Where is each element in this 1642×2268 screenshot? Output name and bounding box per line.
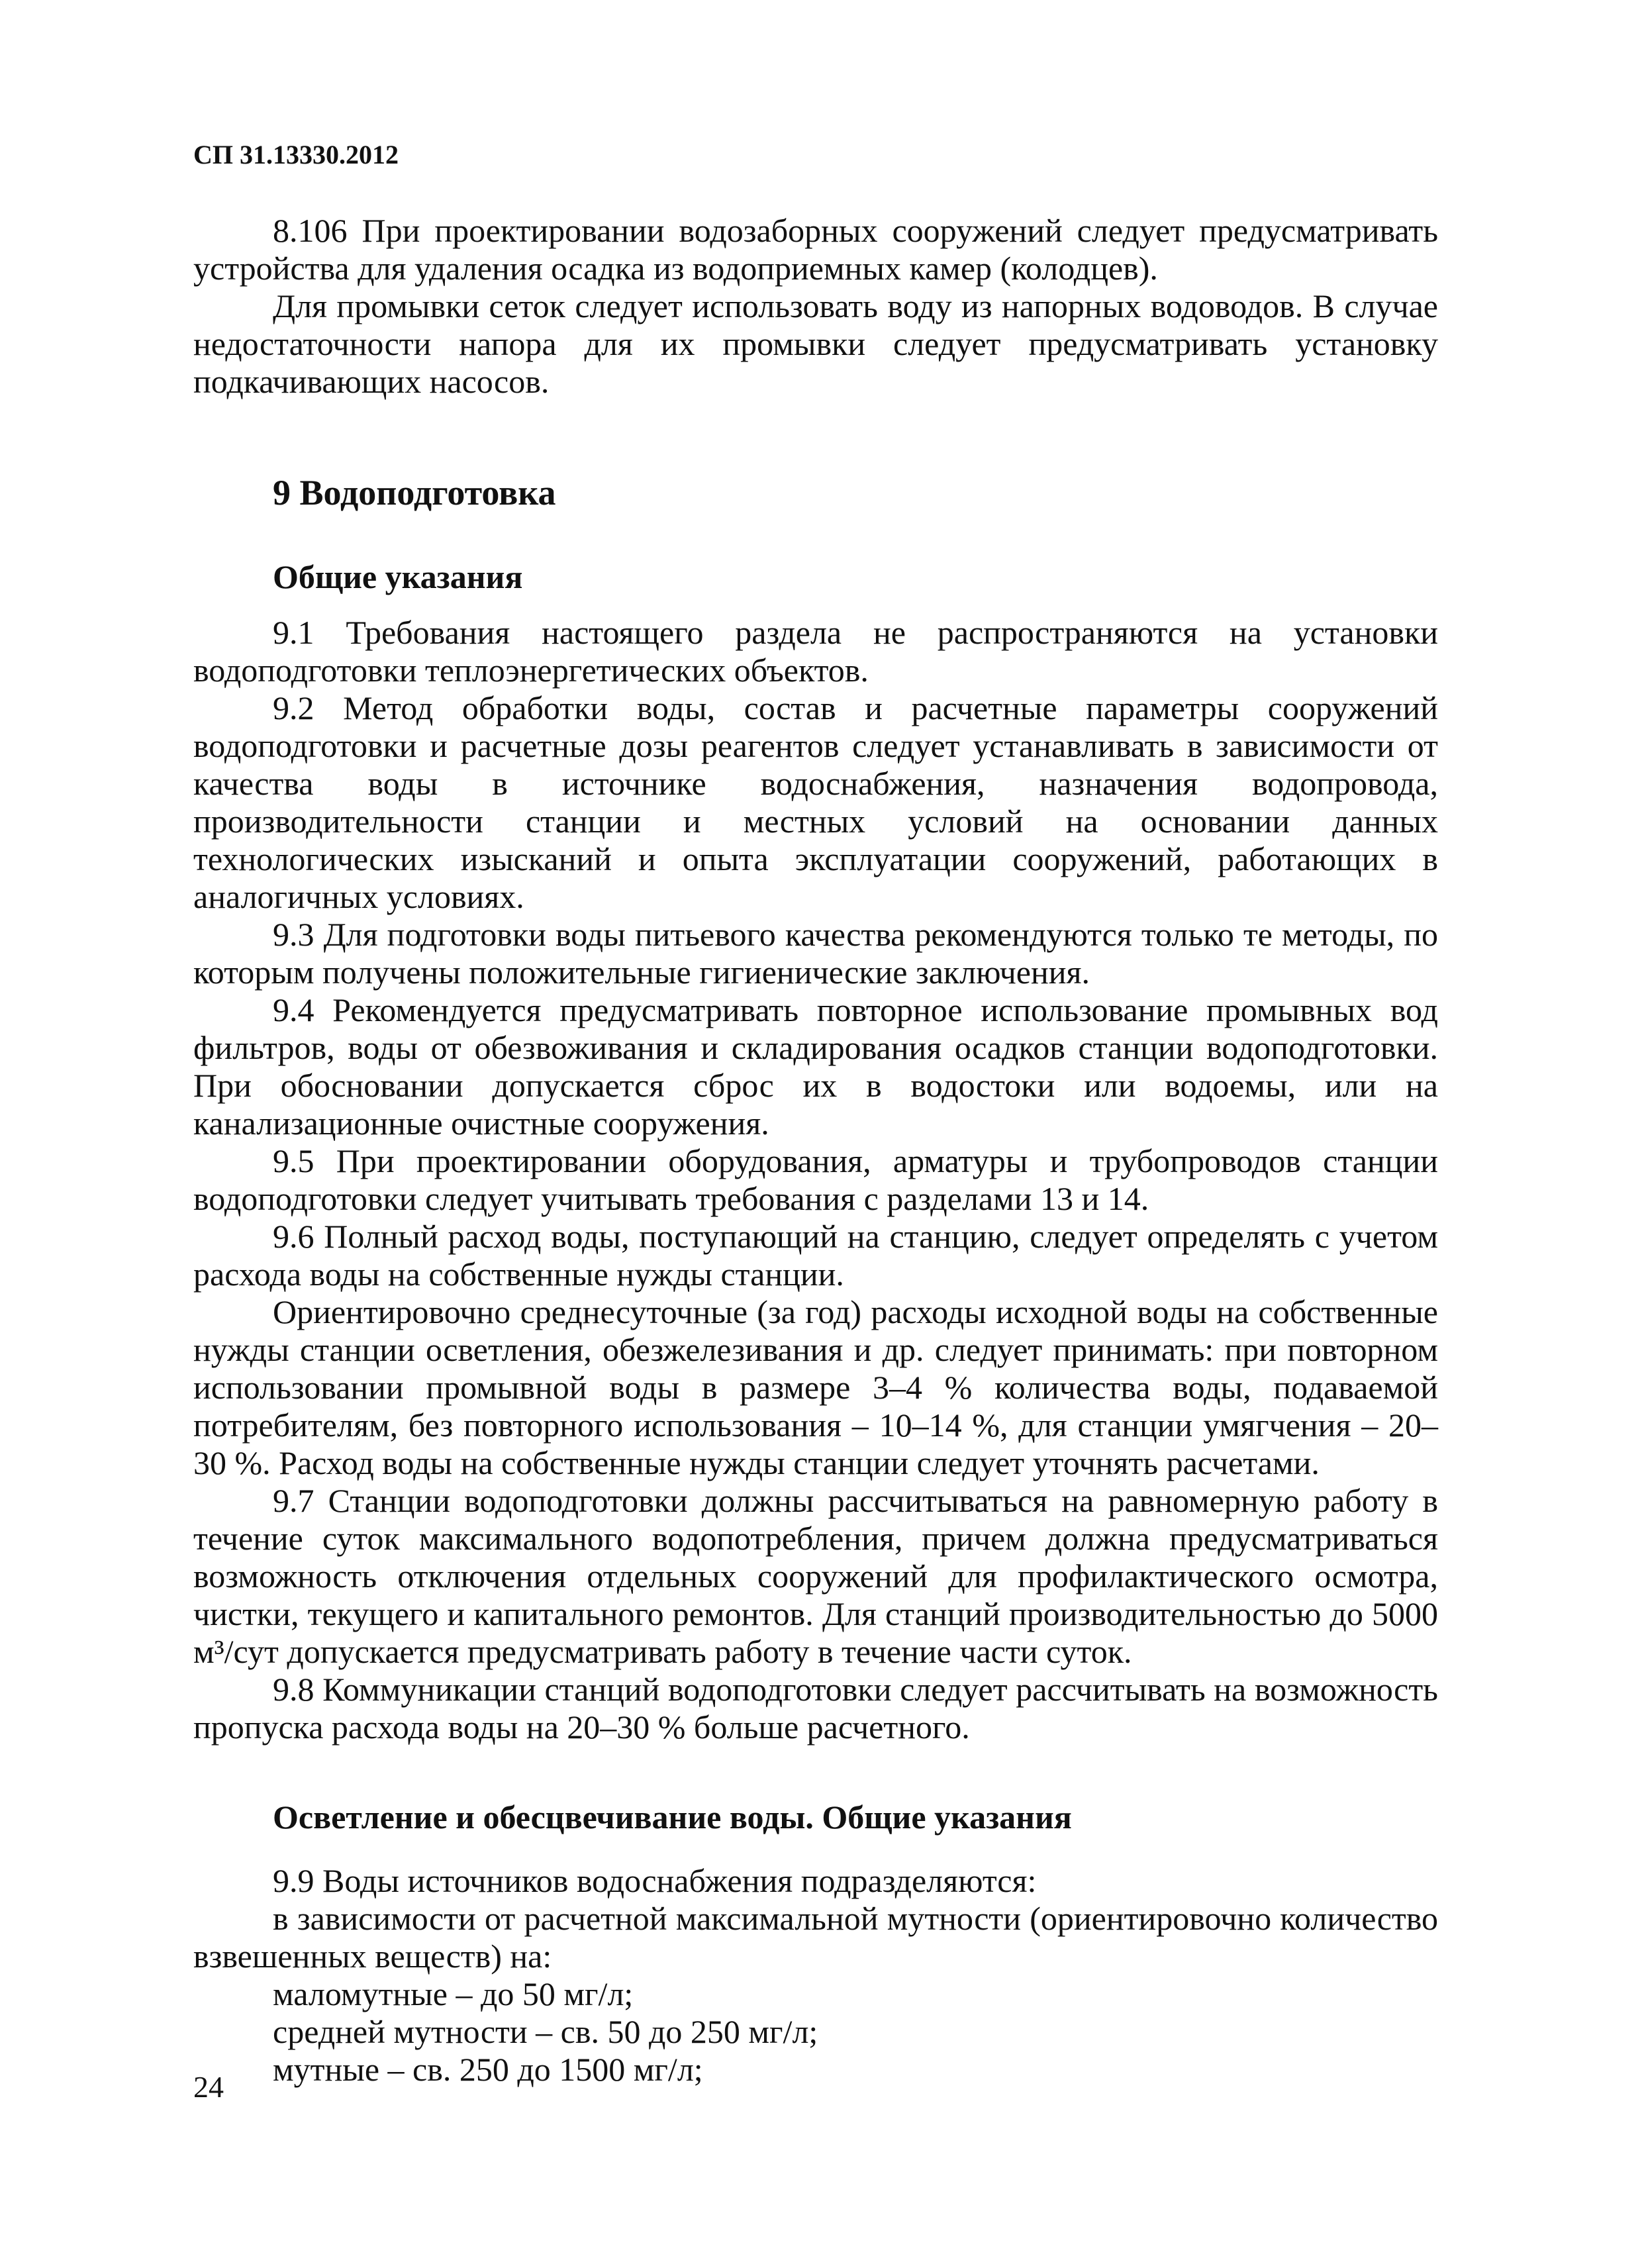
paragraph-9-2: 9.2 Метод обработки воды, состав и расчетные параметры сооружений водоподготовки и расчетные дозы реагентов следует устанавливать в зависимости от качества воды в источнике водоснабжения, назначения водопровода, производительности станции и местных условий на основании данных технологических изысканий и опыта эксплуатации сооружений, работающих в аналогичных условиях. (193, 689, 1438, 916)
subsection-title: Осветление и обесцвечивание воды. Общие указания (273, 1799, 1072, 1836)
document-page (193, 139, 1438, 2089)
list-item: мутные – св. 250 до 1500 мг/л; (273, 2051, 703, 2089)
paragraph-9-1: 9.1 Требования настоящего раздела не распространяются на установки водоподготовки теплоэнергетических объектов. (193, 614, 1438, 689)
document-code: СП 31.13330.2012 (193, 140, 399, 170)
paragraph-8-106-cont: Для промывки сеток следует использовать воду из напорных водоводов. В случае недостаточности напора для их промывки следует предусматривать установку подкачивающих насосов. (193, 287, 1438, 400)
paragraph-9-7: 9.7 Станции водоподготовки должны рассчитываться на равномерную работу в течение суток максимального водопотребления, причем должна предусматриваться возможность отключения отдельных сооружений для профилактического осмотра, чистки, текущего и капитального ремонтов. Для станций производительностью до 5000 м³/сут допускается предусматривать работу в течение части суток. (193, 1482, 1438, 1671)
paragraph-8-106: 8.106 При проектировании водозаборных сооружений следует предусматривать устройства для удаления осадка из водоприемных камер (колодцев). (193, 212, 1438, 287)
paragraph-9-4: 9.4 Рекомендуется предусматривать повторное использование промывных вод фильтров, воды от обезвоживания и складирования осадков станции водоподготовки. При обосновании допускается сброс их в водостоки или водоемы, или на канализационные очистные сооружения. (193, 991, 1438, 1142)
paragraph-9-9-cont: в зависимости от расчетной максимальной мутности (ориентировочно количество взвешенных веществ) на: (193, 1900, 1438, 1975)
paragraph-9-6: 9.6 Полный расход воды, поступающий на станцию, следует определять с учетом расхода воды на собственные нужды станции. (193, 1218, 1438, 1293)
paragraph-9-6-cont: Ориентировочно среднесуточные (за год) расходы исходной воды на собственные нужды станции осветления, обезжелезивания и др. следует принимать: при повторном использовании промывной воды в размере 3–4 % количества воды, подаваемой потребителям, без повторного использования – 10–14 %, для станции умягчения – 20–30 %. Расход воды на собственные нужды станции следует уточнять расчетами. (193, 1293, 1438, 1482)
list-item: маломутные – до 50 мг/л; (273, 1975, 634, 2013)
paragraph-9-3: 9.3 Для подготовки воды питьевого качества рекомендуются только те методы, по которым получены положительные гигиенические заключения. (193, 916, 1438, 991)
section-title: 9 Водоподготовка (273, 473, 556, 513)
list-item: средней мутности – св. 50 до 250 мг/л; (273, 2013, 818, 2051)
paragraph-9-5: 9.5 При проектировании оборудования, арматуры и трубопроводов станции водоподготовки следует учитывать требования с разделами 13 и 14. (193, 1142, 1438, 1218)
paragraph-9-8: 9.8 Коммуникации станций водоподготовки следует рассчитывать на возможность пропуска расхода воды на 20–30 % больше расчетного. (193, 1671, 1438, 1746)
section-subtitle: Общие указания (273, 558, 523, 596)
paragraph-9-9: 9.9 Воды источников водоснабжения подразделяются: (273, 1862, 1037, 1900)
page-number: 24 (193, 2070, 224, 2104)
